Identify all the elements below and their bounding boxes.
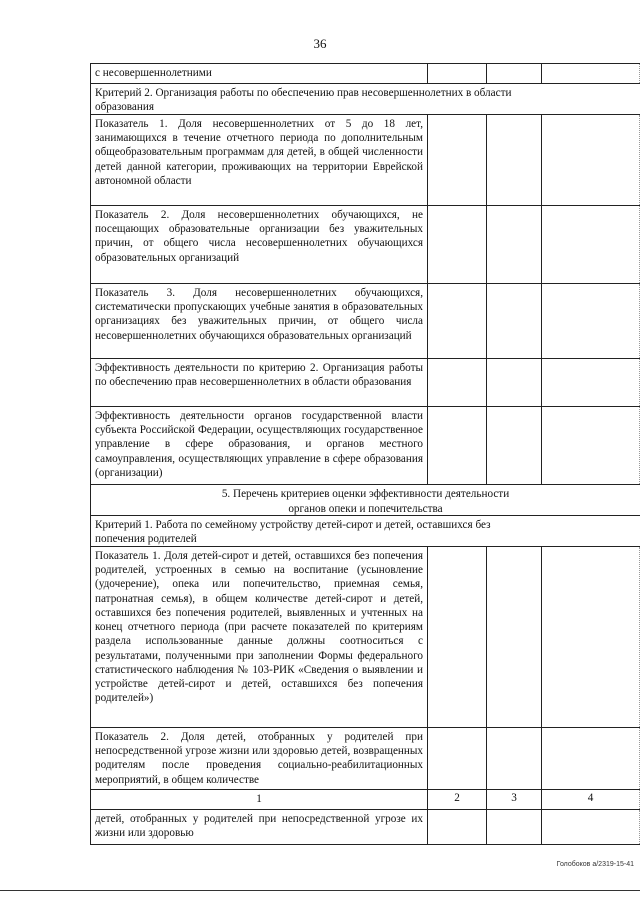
column-number-3: 3 [487, 790, 542, 809]
indicator-5-2: Показатель 2. Доля детей, отобранных у родителей при непосредственной угрозе жизни или здоровью детей, возвращенных родителям после проведения социально-реабилитационных мероприятий, в общем количестве [90, 728, 428, 789]
criterion-2-title: Критерий 2. Организация работы по обеспечению прав несовершеннолетних в области образования [90, 84, 640, 114]
column-number-row [90, 789, 640, 809]
table-row [90, 205, 640, 283]
page-number: 36 [313, 36, 327, 51]
column-number-1: 1 [90, 790, 428, 809]
criterion-1-title: Критерий 1. Работа по семейному устройству детей-сирот и детей, оставшихся без попечения родителей [90, 516, 640, 546]
indicator-3: Показатель 3. Доля несовершеннолетних обучающихся, систематически пропускающих учебные занятия в образовательных организациях без уважительных причин, от общего числа несовершеннолетних обучающихся образовательных организаций [90, 284, 428, 358]
table-row [90, 114, 640, 205]
table-row [90, 358, 640, 406]
row-text: с несовершеннолетними [90, 64, 428, 83]
criterion-row [90, 515, 640, 546]
table-row [90, 727, 640, 789]
indicator-5-2-continued: детей, отобранных у родителей при непосредственной угрозе их жизни или здоровью [90, 810, 428, 844]
effectiveness-authorities: Эффективность деятельности органов государственной власти субъекта Российской Федерации, осуществляющих государственное управление в сфере образования, и органов местного самоуправления, осуществляющих управление в сфере образования (организации) [90, 407, 428, 484]
indicator-2: Показатель 2. Доля несовершеннолетних обучающихся, не посещающих образовательные организации без уважительных причин, от общего числа несовершеннолетних обучающихся образовательных организаций [90, 206, 428, 283]
indicator-5-1: Показатель 1. Доля детей-сирот и детей, оставшихся без попечения родителей, устроенных в семью на воспитание (усыновление (удочерение), опека или попечительство, приемная семья, патронатная семья), в общем количестве детей-сирот и детей, оставшихся без попечения родителей, выявленных и учтенных на конец отчетного периода (при расчете показателей по критериям раздела использованные данные должны соотноситься с результатами, полученными при заполнении Формы федерального статистического наблюдения № 103-РИК «Сведения о выявлении и устройстве детей-сирот и детей, оставшихся без попечения родителей») [90, 547, 428, 727]
table-row [90, 809, 640, 845]
footer-note: Голобоков а/2319-15-41 [556, 861, 634, 868]
criteria-table [90, 63, 640, 845]
table-row [90, 63, 640, 83]
criterion-row [90, 83, 640, 114]
table-row [90, 283, 640, 358]
table-row [90, 546, 640, 727]
table-row [90, 406, 640, 484]
section-5-title: 5. Перечень критериев оценки эффективности деятельности органов опеки и попечительства [90, 485, 640, 515]
effectiveness-criterion-2: Эффективность деятельности по критерию 2. Организация работы по обеспечению прав несовершеннолетних в области образования [90, 359, 428, 406]
column-number-4: 4 [542, 790, 640, 809]
section-heading-row [90, 484, 640, 515]
bottom-rule [0, 890, 640, 891]
indicator-1: Показатель 1. Доля несовершеннолетних от 5 до 18 лет, занимающихся в течение отчетного периода по дополнительным общеобразовательным программам для детей, в общей численности детей данной категории, проживающих на территории Еврейской автономной области [90, 115, 428, 205]
column-number-2: 2 [428, 790, 487, 809]
